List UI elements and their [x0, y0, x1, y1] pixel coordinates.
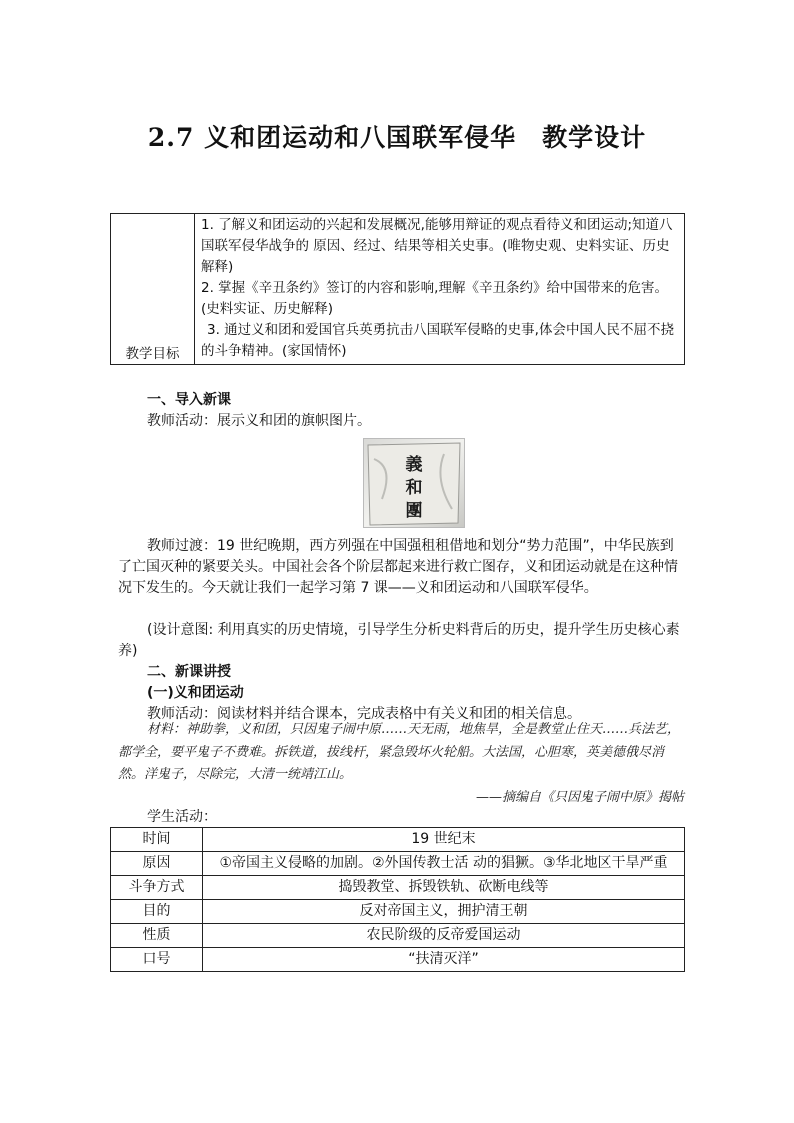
goal-item-2: 2. 掌握《辛丑条约》签订的内容和影响,理解《辛丑条约》给中国带来的危害。(史料实证、历史解释)	[201, 280, 668, 317]
table-row	[111, 852, 685, 876]
table-row	[111, 924, 685, 948]
goals-content	[195, 214, 685, 365]
boxer-flag-image	[363, 438, 465, 528]
row-key: 目的	[111, 900, 203, 924]
table-row	[111, 948, 685, 972]
boxer-info-table	[110, 827, 685, 972]
row-value: ①帝国主义侵略的加剧。②外国传教士活 动的猖獗。③华北地区干旱严重	[203, 852, 685, 876]
goal-item-1: 1. 了解义和团运动的兴起和发展概况,能够用辩证的观点看待义和团运动;知道八国联军侵华战争的 原因、经过、结果等相关史事。(唯物史观、史料实证、历史解释)	[201, 217, 673, 275]
row-value: 捣毁教堂、拆毁铁轨、砍断电线等	[203, 876, 685, 900]
row-value: 19 世纪末	[203, 828, 685, 852]
row-key: 原因	[111, 852, 203, 876]
design-intent: (设计意图: 利用真实的历史情境，引导学生分析史料背后的历史，提升学生历史核心素养)	[118, 622, 680, 659]
table-row	[111, 900, 685, 924]
row-value: 农民阶级的反帝爱国运动	[203, 924, 685, 948]
historical-material: 材料：神助拳，义和团，只因鬼子闹中原……天无雨，地焦旱，全是教堂止住天……兵法艺，都学全，要平鬼子不费难。拆铁道，拔线杆，紧急毁坏火轮船。大法国，心胆寒，英美德俄尽消然。洋鬼子，尽除完，大清一统靖江山。	[118, 722, 681, 782]
row-key: 斗争方式	[111, 876, 203, 900]
page-title: 2.7 义和团运动和八国联军侵华 教学设计	[147, 123, 647, 152]
section1-heading: 一、导入新课	[147, 392, 231, 408]
table-row	[111, 876, 685, 900]
section1-teacher-activity: 教师活动：展示义和团的旗帜图片。	[147, 413, 371, 429]
row-key: 口号	[111, 948, 203, 972]
goal-item-3: 3. 通过义和团和爱国官兵英勇抗击八国联军侵略的史事,体会中国人民不屈不挠的斗争精神。(家国情怀)	[201, 322, 674, 359]
row-value: “扶清灭洋”	[203, 948, 685, 972]
row-key: 时间	[111, 828, 203, 852]
flag-char-3: 團	[405, 501, 423, 521]
row-value: 反对帝国主义，拥护清王朝	[203, 900, 685, 924]
section2-teacher-activity: 教师活动：阅读材料并结合课本，完成表格中有关义和团的相关信息。	[147, 706, 581, 722]
material-source: ——摘编自《只因鬼子闹中原》揭帖	[475, 790, 684, 805]
teaching-goals-table	[110, 213, 685, 365]
goals-label: 教学目标	[111, 214, 195, 365]
section2-heading: 二、新课讲授	[147, 664, 231, 680]
flag-char-1: 義	[405, 455, 423, 475]
table-row	[111, 828, 685, 852]
teacher-transition: 教师过渡：19 世纪晚期，西方列强在中国强租租借地和划分“势力范围”，中华民族到了亡国灭种的紧要关头。中国社会各个阶层都起来进行救亡图存，义和团运动就是在这种情况下发生的。今天就让我们一起学习第 7 课——义和团运动和八国联军侵华。	[118, 538, 678, 596]
student-activity: 学生活动：	[147, 809, 217, 825]
row-key: 性质	[111, 924, 203, 948]
section2-subheading: (一)义和团运动	[147, 685, 244, 701]
flag-char-2: 和	[405, 478, 423, 498]
